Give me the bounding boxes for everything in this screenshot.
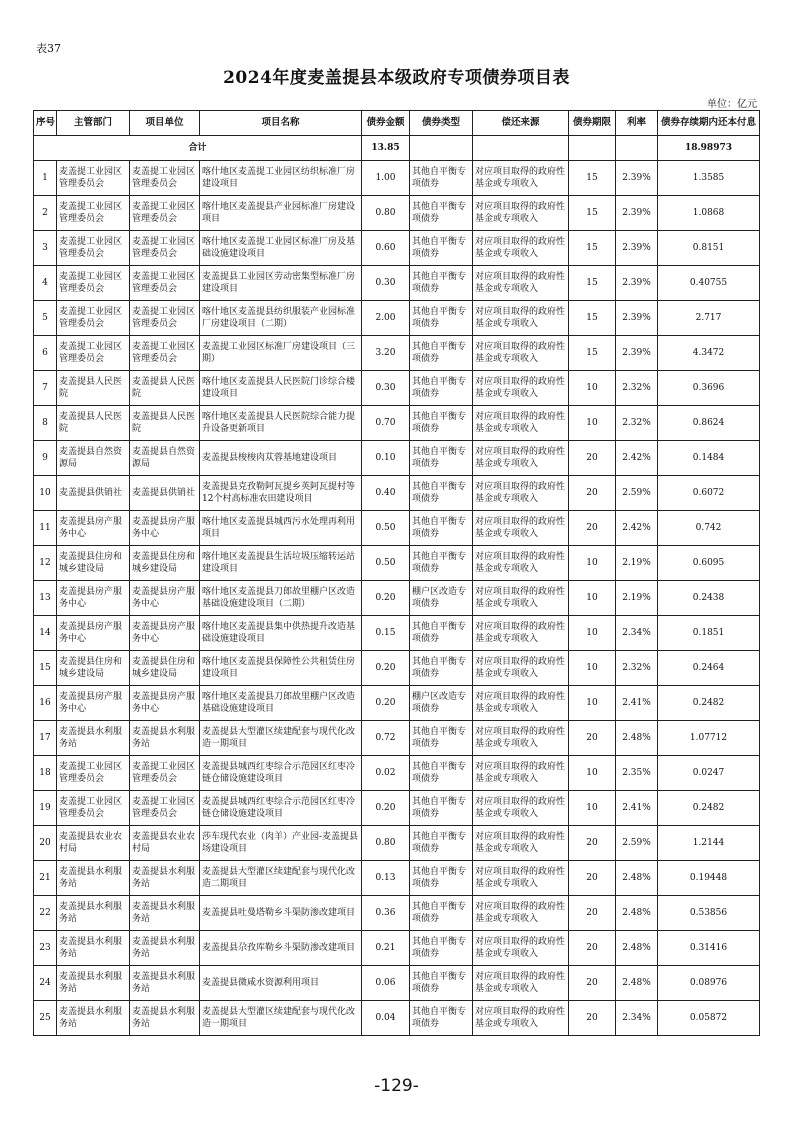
row-source: 对应项目取得的政府性基金或专项收入 bbox=[473, 826, 569, 861]
row-term: 20 bbox=[569, 826, 616, 861]
row-source: 对应项目取得的政府性基金或专项收入 bbox=[473, 441, 569, 476]
table-row bbox=[34, 336, 760, 371]
row-dept: 麦盖提县水利服务站 bbox=[57, 1001, 130, 1036]
row-no: 25 bbox=[34, 1001, 57, 1036]
row-type: 其他自平衡专项债券 bbox=[410, 511, 473, 546]
row-rate: 2.59% bbox=[616, 826, 658, 861]
row-amount: 0.06 bbox=[362, 966, 410, 1001]
row-unit: 麦盖提县自然资源局 bbox=[130, 441, 200, 476]
row-source: 对应项目取得的政府性基金或专项收入 bbox=[473, 161, 569, 196]
row-unit: 麦盖提县房产服务中心 bbox=[130, 686, 200, 721]
row-no: 2 bbox=[34, 196, 57, 231]
table-row bbox=[34, 861, 760, 896]
row-name: 喀什地区麦盖提工业园区纺织标准厂房建设项目 bbox=[200, 161, 362, 196]
header-name: 项目名称 bbox=[200, 111, 362, 136]
row-total: 0.53856 bbox=[658, 896, 760, 931]
row-name: 喀什地区麦盖提县纺织服装产业园标准厂房建设项目（二期） bbox=[200, 301, 362, 336]
row-term: 10 bbox=[569, 581, 616, 616]
total-amount: 13.85 bbox=[362, 136, 410, 161]
row-total: 0.6072 bbox=[658, 476, 760, 511]
row-unit: 麦盖提工业园区管理委员会 bbox=[130, 266, 200, 301]
row-type: 其他自平衡专项债券 bbox=[410, 861, 473, 896]
row-type: 其他自平衡专项债券 bbox=[410, 826, 473, 861]
table-number: 表37 bbox=[36, 42, 61, 55]
row-dept: 麦盖提工业园区管理委员会 bbox=[57, 756, 130, 791]
row-total: 0.6095 bbox=[658, 546, 760, 581]
row-source: 对应项目取得的政府性基金或专项收入 bbox=[473, 966, 569, 1001]
row-source: 对应项目取得的政府性基金或专项收入 bbox=[473, 721, 569, 756]
row-unit: 麦盖提工业园区管理委员会 bbox=[130, 196, 200, 231]
row-dept: 麦盖提工业园区管理委员会 bbox=[57, 196, 130, 231]
row-dept: 麦盖提县房产服务中心 bbox=[57, 511, 130, 546]
row-name: 麦盖提县吐曼塔勒乡斗渠防渗改建项目 bbox=[200, 896, 362, 931]
row-term: 10 bbox=[569, 406, 616, 441]
row-unit: 麦盖提工业园区管理委员会 bbox=[130, 161, 200, 196]
row-rate: 2.19% bbox=[616, 581, 658, 616]
row-total: 0.31416 bbox=[658, 931, 760, 966]
row-amount: 0.15 bbox=[362, 616, 410, 651]
table-header-row bbox=[34, 111, 760, 136]
row-type: 其他自平衡专项债券 bbox=[410, 441, 473, 476]
row-rate: 2.41% bbox=[616, 791, 658, 826]
row-total: 0.2482 bbox=[658, 791, 760, 826]
row-amount: 0.72 bbox=[362, 721, 410, 756]
row-name: 喀什地区麦盖提县生活垃圾压缩转运站建设项目 bbox=[200, 546, 362, 581]
row-total: 0.742 bbox=[658, 511, 760, 546]
row-amount: 0.30 bbox=[362, 266, 410, 301]
row-term: 20 bbox=[569, 721, 616, 756]
row-no: 5 bbox=[34, 301, 57, 336]
row-total: 1.0868 bbox=[658, 196, 760, 231]
row-no: 21 bbox=[34, 861, 57, 896]
total-empty-term bbox=[569, 136, 616, 161]
row-rate: 2.39% bbox=[616, 266, 658, 301]
row-amount: 0.02 bbox=[362, 756, 410, 791]
row-total: 0.2482 bbox=[658, 686, 760, 721]
row-amount: 0.13 bbox=[362, 861, 410, 896]
table-row bbox=[34, 966, 760, 1001]
row-dept: 麦盖提县水利服务站 bbox=[57, 861, 130, 896]
row-term: 20 bbox=[569, 511, 616, 546]
row-rate: 2.48% bbox=[616, 931, 658, 966]
row-name: 麦盖提县微咸水资源利用项目 bbox=[200, 966, 362, 1001]
row-name: 麦盖提工业园区标准厂房建设项目（三期） bbox=[200, 336, 362, 371]
row-term: 10 bbox=[569, 651, 616, 686]
row-dept: 麦盖提县人民医院 bbox=[57, 406, 130, 441]
row-total: 0.1484 bbox=[658, 441, 760, 476]
row-no: 14 bbox=[34, 616, 57, 651]
row-name: 喀什地区麦盖提县人民医院门诊综合楼建设项目 bbox=[200, 371, 362, 406]
table-row bbox=[34, 1001, 760, 1036]
page-number: -129- bbox=[374, 1076, 419, 1096]
table-row bbox=[34, 301, 760, 336]
row-amount: 0.50 bbox=[362, 546, 410, 581]
row-dept: 麦盖提县供销社 bbox=[57, 476, 130, 511]
row-amount: 0.36 bbox=[362, 896, 410, 931]
row-term: 20 bbox=[569, 966, 616, 1001]
row-no: 23 bbox=[34, 931, 57, 966]
row-source: 对应项目取得的政府性基金或专项收入 bbox=[473, 581, 569, 616]
row-unit: 麦盖提县住房和城乡建设局 bbox=[130, 651, 200, 686]
row-rate: 2.39% bbox=[616, 336, 658, 371]
row-term: 10 bbox=[569, 791, 616, 826]
table-row bbox=[34, 266, 760, 301]
row-source: 对应项目取得的政府性基金或专项收入 bbox=[473, 231, 569, 266]
row-source: 对应项目取得的政府性基金或专项收入 bbox=[473, 336, 569, 371]
row-dept: 麦盖提工业园区管理委员会 bbox=[57, 336, 130, 371]
table-row bbox=[34, 231, 760, 266]
row-dept: 麦盖提工业园区管理委员会 bbox=[57, 266, 130, 301]
row-rate: 2.39% bbox=[616, 196, 658, 231]
row-no: 20 bbox=[34, 826, 57, 861]
row-unit: 麦盖提工业园区管理委员会 bbox=[130, 756, 200, 791]
row-no: 24 bbox=[34, 966, 57, 1001]
row-term: 15 bbox=[569, 301, 616, 336]
row-term: 10 bbox=[569, 546, 616, 581]
row-term: 10 bbox=[569, 371, 616, 406]
row-dept: 麦盖提县水利服务站 bbox=[57, 966, 130, 1001]
row-dept: 麦盖提县住房和城乡建设局 bbox=[57, 651, 130, 686]
total-row bbox=[34, 136, 760, 161]
row-source: 对应项目取得的政府性基金或专项收入 bbox=[473, 476, 569, 511]
table-row bbox=[34, 826, 760, 861]
row-unit: 麦盖提工业园区管理委员会 bbox=[130, 791, 200, 826]
row-dept: 麦盖提工业园区管理委员会 bbox=[57, 301, 130, 336]
row-total: 1.07712 bbox=[658, 721, 760, 756]
table-row bbox=[34, 616, 760, 651]
row-type: 其他自平衡专项债券 bbox=[410, 301, 473, 336]
row-source: 对应项目取得的政府性基金或专项收入 bbox=[473, 266, 569, 301]
row-type: 其他自平衡专项债券 bbox=[410, 756, 473, 791]
row-term: 15 bbox=[569, 161, 616, 196]
row-rate: 2.32% bbox=[616, 371, 658, 406]
row-total: 0.05872 bbox=[658, 1001, 760, 1036]
row-rate: 2.39% bbox=[616, 231, 658, 266]
row-name: 喀什地区麦盖提县集中供热提升改造基础设施建设项目 bbox=[200, 616, 362, 651]
row-term: 10 bbox=[569, 756, 616, 791]
row-term: 15 bbox=[569, 266, 616, 301]
row-rate: 2.48% bbox=[616, 721, 658, 756]
row-no: 11 bbox=[34, 511, 57, 546]
row-name: 麦盖提县大型灌区续建配套与现代化改造一期项目 bbox=[200, 721, 362, 756]
row-total: 0.0247 bbox=[658, 756, 760, 791]
row-dept: 麦盖提县水利服务站 bbox=[57, 931, 130, 966]
row-term: 20 bbox=[569, 931, 616, 966]
row-name: 喀什地区麦盖提工业园区标准厂房及基础设施建设项目 bbox=[200, 231, 362, 266]
row-source: 对应项目取得的政府性基金或专项收入 bbox=[473, 756, 569, 791]
total-interest: 18.98973 bbox=[658, 136, 760, 161]
row-total: 0.2464 bbox=[658, 651, 760, 686]
row-rate: 2.19% bbox=[616, 546, 658, 581]
header-amount: 债券金额 bbox=[362, 111, 410, 136]
table-row bbox=[34, 686, 760, 721]
row-dept: 麦盖提县农业农村局 bbox=[57, 826, 130, 861]
row-type: 其他自平衡专项债券 bbox=[410, 966, 473, 1001]
row-source: 对应项目取得的政府性基金或专项收入 bbox=[473, 406, 569, 441]
row-total: 0.1851 bbox=[658, 616, 760, 651]
row-dept: 麦盖提县水利服务站 bbox=[57, 721, 130, 756]
row-total: 1.2144 bbox=[658, 826, 760, 861]
table-row bbox=[34, 896, 760, 931]
row-dept: 麦盖提县自然资源局 bbox=[57, 441, 130, 476]
header-source: 偿还来源 bbox=[473, 111, 569, 136]
row-no: 8 bbox=[34, 406, 57, 441]
row-name: 喀什地区麦盖提县刀郎故里棚户区改造基础设施建设项目 bbox=[200, 686, 362, 721]
row-amount: 1.00 bbox=[362, 161, 410, 196]
row-amount: 0.50 bbox=[362, 511, 410, 546]
row-type: 其他自平衡专项债券 bbox=[410, 1001, 473, 1036]
row-total: 0.2438 bbox=[658, 581, 760, 616]
row-term: 20 bbox=[569, 441, 616, 476]
row-unit: 麦盖提工业园区管理委员会 bbox=[130, 301, 200, 336]
row-name: 麦盖提县城西红枣综合示范园区红枣冷链仓储设施建设项目 bbox=[200, 791, 362, 826]
row-rate: 2.48% bbox=[616, 896, 658, 931]
row-name: 麦盖提县克孜勒阿瓦提乡英阿瓦提村等12个村高标准农田建设项目 bbox=[200, 476, 362, 511]
row-no: 4 bbox=[34, 266, 57, 301]
row-no: 17 bbox=[34, 721, 57, 756]
row-unit: 麦盖提县农业农村局 bbox=[130, 826, 200, 861]
row-amount: 0.20 bbox=[362, 791, 410, 826]
row-source: 对应项目取得的政府性基金或专项收入 bbox=[473, 511, 569, 546]
row-amount: 3.20 bbox=[362, 336, 410, 371]
row-rate: 2.59% bbox=[616, 476, 658, 511]
row-total: 0.8624 bbox=[658, 406, 760, 441]
row-rate: 2.42% bbox=[616, 441, 658, 476]
row-no: 6 bbox=[34, 336, 57, 371]
row-amount: 0.80 bbox=[362, 826, 410, 861]
row-dept: 麦盖提县人民医院 bbox=[57, 371, 130, 406]
total-empty-rate bbox=[616, 136, 658, 161]
row-name: 麦盖提县大型灌区续建配套与现代化改造一期项目 bbox=[200, 1001, 362, 1036]
row-amount: 0.30 bbox=[362, 371, 410, 406]
row-no: 22 bbox=[34, 896, 57, 931]
row-source: 对应项目取得的政府性基金或专项收入 bbox=[473, 791, 569, 826]
total-empty-type bbox=[410, 136, 473, 161]
row-name: 喀什地区麦盖提县刀郎故里棚户区改造基础设施建设项目（二期） bbox=[200, 581, 362, 616]
row-type: 其他自平衡专项债券 bbox=[410, 616, 473, 651]
row-dept: 麦盖提县水利服务站 bbox=[57, 896, 130, 931]
row-source: 对应项目取得的政府性基金或专项收入 bbox=[473, 1001, 569, 1036]
table-row bbox=[34, 371, 760, 406]
row-total: 1.3585 bbox=[658, 161, 760, 196]
table-row bbox=[34, 791, 760, 826]
row-amount: 0.20 bbox=[362, 686, 410, 721]
row-name: 喀什地区麦盖提县城西污水处理再利用项目 bbox=[200, 511, 362, 546]
row-unit: 麦盖提县房产服务中心 bbox=[130, 511, 200, 546]
row-no: 3 bbox=[34, 231, 57, 266]
total-empty-source bbox=[473, 136, 569, 161]
row-type: 其他自平衡专项债券 bbox=[410, 896, 473, 931]
row-dept: 麦盖提工业园区管理委员会 bbox=[57, 231, 130, 266]
table-row bbox=[34, 441, 760, 476]
row-total: 0.40755 bbox=[658, 266, 760, 301]
row-amount: 0.80 bbox=[362, 196, 410, 231]
row-rate: 2.34% bbox=[616, 1001, 658, 1036]
row-no: 7 bbox=[34, 371, 57, 406]
row-dept: 麦盖提工业园区管理委员会 bbox=[57, 161, 130, 196]
row-source: 对应项目取得的政府性基金或专项收入 bbox=[473, 371, 569, 406]
row-type: 棚户区改造专项债券 bbox=[410, 581, 473, 616]
row-type: 其他自平衡专项债券 bbox=[410, 371, 473, 406]
header-rate: 利率 bbox=[616, 111, 658, 136]
row-source: 对应项目取得的政府性基金或专项收入 bbox=[473, 861, 569, 896]
row-amount: 0.04 bbox=[362, 1001, 410, 1036]
row-no: 12 bbox=[34, 546, 57, 581]
bond-projects-table bbox=[33, 110, 760, 1036]
row-no: 18 bbox=[34, 756, 57, 791]
row-source: 对应项目取得的政府性基金或专项收入 bbox=[473, 896, 569, 931]
row-term: 20 bbox=[569, 896, 616, 931]
row-dept: 麦盖提工业园区管理委员会 bbox=[57, 791, 130, 826]
row-type: 其他自平衡专项债券 bbox=[410, 931, 473, 966]
row-rate: 2.39% bbox=[616, 161, 658, 196]
header-term: 债券期限 bbox=[569, 111, 616, 136]
row-amount: 0.70 bbox=[362, 406, 410, 441]
row-unit: 麦盖提县住房和城乡建设局 bbox=[130, 546, 200, 581]
row-rate: 2.32% bbox=[616, 406, 658, 441]
row-dept: 麦盖提县住房和城乡建设局 bbox=[57, 546, 130, 581]
row-source: 对应项目取得的政府性基金或专项收入 bbox=[473, 196, 569, 231]
row-name: 喀什地区麦盖提县人民医院综合能力提升设备更新项目 bbox=[200, 406, 362, 441]
row-total: 2.717 bbox=[658, 301, 760, 336]
row-unit: 麦盖提县水利服务站 bbox=[130, 896, 200, 931]
row-term: 20 bbox=[569, 476, 616, 511]
table-row bbox=[34, 511, 760, 546]
header-no: 序号 bbox=[34, 111, 57, 136]
header-dept: 主管部门 bbox=[57, 111, 130, 136]
header-type: 债券类型 bbox=[410, 111, 473, 136]
row-term: 10 bbox=[569, 616, 616, 651]
row-unit: 麦盖提县水利服务站 bbox=[130, 931, 200, 966]
row-type: 其他自平衡专项债券 bbox=[410, 476, 473, 511]
table-row bbox=[34, 546, 760, 581]
row-name: 麦盖提县大型灌区续建配套与现代化改造二期项目 bbox=[200, 861, 362, 896]
row-amount: 0.21 bbox=[362, 931, 410, 966]
row-no: 19 bbox=[34, 791, 57, 826]
row-total: 0.8151 bbox=[658, 231, 760, 266]
table-row bbox=[34, 756, 760, 791]
row-unit: 麦盖提县水利服务站 bbox=[130, 861, 200, 896]
row-type: 其他自平衡专项债券 bbox=[410, 791, 473, 826]
table-row bbox=[34, 581, 760, 616]
row-dept: 麦盖提县房产服务中心 bbox=[57, 581, 130, 616]
row-name: 喀什地区麦盖提县产业园标准厂房建设项目 bbox=[200, 196, 362, 231]
row-no: 10 bbox=[34, 476, 57, 511]
row-name: 麦盖提县尕孜库勒乡斗渠防渗改建项目 bbox=[200, 931, 362, 966]
row-type: 其他自平衡专项债券 bbox=[410, 266, 473, 301]
row-term: 15 bbox=[569, 196, 616, 231]
row-name: 莎车现代农业（肉羊）产业园-麦盖提县场建设项目 bbox=[200, 826, 362, 861]
row-unit: 麦盖提县房产服务中心 bbox=[130, 581, 200, 616]
row-no: 16 bbox=[34, 686, 57, 721]
row-term: 15 bbox=[569, 336, 616, 371]
row-type: 其他自平衡专项债券 bbox=[410, 546, 473, 581]
row-type: 棚户区改造专项债券 bbox=[410, 686, 473, 721]
row-type: 其他自平衡专项债券 bbox=[410, 406, 473, 441]
row-total: 0.08976 bbox=[658, 966, 760, 1001]
row-amount: 2.00 bbox=[362, 301, 410, 336]
page-title: 2024年度麦盖提县本级政府专项债券项目表 bbox=[223, 68, 570, 88]
table-row bbox=[34, 476, 760, 511]
row-name: 麦盖提县工业园区劳动密集型标准厂房建设项目 bbox=[200, 266, 362, 301]
row-source: 对应项目取得的政府性基金或专项收入 bbox=[473, 651, 569, 686]
row-no: 9 bbox=[34, 441, 57, 476]
row-dept: 麦盖提县房产服务中心 bbox=[57, 616, 130, 651]
row-dept: 麦盖提县房产服务中心 bbox=[57, 686, 130, 721]
table-row bbox=[34, 721, 760, 756]
row-source: 对应项目取得的政府性基金或专项收入 bbox=[473, 546, 569, 581]
row-unit: 麦盖提县供销社 bbox=[130, 476, 200, 511]
row-source: 对应项目取得的政府性基金或专项收入 bbox=[473, 301, 569, 336]
row-amount: 0.20 bbox=[362, 651, 410, 686]
row-unit: 麦盖提县人民医院 bbox=[130, 406, 200, 441]
table-row bbox=[34, 161, 760, 196]
row-name: 麦盖提县城西红枣综合示范园区红枣冷链仓储设施建设项目 bbox=[200, 756, 362, 791]
row-type: 其他自平衡专项债券 bbox=[410, 651, 473, 686]
row-rate: 2.32% bbox=[616, 651, 658, 686]
row-type: 其他自平衡专项债券 bbox=[410, 336, 473, 371]
row-type: 其他自平衡专项债券 bbox=[410, 721, 473, 756]
table-row bbox=[34, 196, 760, 231]
row-term: 20 bbox=[569, 861, 616, 896]
row-total: 0.19448 bbox=[658, 861, 760, 896]
row-source: 对应项目取得的政府性基金或专项收入 bbox=[473, 616, 569, 651]
total-label: 合计 bbox=[34, 136, 362, 161]
row-no: 15 bbox=[34, 651, 57, 686]
row-rate: 2.48% bbox=[616, 861, 658, 896]
row-total: 4.3472 bbox=[658, 336, 760, 371]
row-term: 10 bbox=[569, 686, 616, 721]
row-type: 其他自平衡专项债券 bbox=[410, 196, 473, 231]
table-row bbox=[34, 931, 760, 966]
row-name: 麦盖提县梭梭肉苁蓉基地建设项目 bbox=[200, 441, 362, 476]
row-unit: 麦盖提县水利服务站 bbox=[130, 721, 200, 756]
row-rate: 2.42% bbox=[616, 511, 658, 546]
row-amount: 0.10 bbox=[362, 441, 410, 476]
row-no: 13 bbox=[34, 581, 57, 616]
row-unit: 麦盖提县人民医院 bbox=[130, 371, 200, 406]
row-rate: 2.41% bbox=[616, 686, 658, 721]
row-type: 其他自平衡专项债券 bbox=[410, 161, 473, 196]
header-total: 债券存续期内还本付息 bbox=[658, 111, 760, 136]
row-unit: 麦盖提县房产服务中心 bbox=[130, 616, 200, 651]
row-no: 1 bbox=[34, 161, 57, 196]
row-source: 对应项目取得的政府性基金或专项收入 bbox=[473, 931, 569, 966]
row-total: 0.3696 bbox=[658, 371, 760, 406]
row-term: 15 bbox=[569, 231, 616, 266]
row-amount: 0.60 bbox=[362, 231, 410, 266]
row-unit: 麦盖提县水利服务站 bbox=[130, 1001, 200, 1036]
header-unit: 项目单位 bbox=[130, 111, 200, 136]
row-rate: 2.48% bbox=[616, 966, 658, 1001]
row-unit: 麦盖提工业园区管理委员会 bbox=[130, 231, 200, 266]
row-rate: 2.39% bbox=[616, 301, 658, 336]
row-type: 其他自平衡专项债券 bbox=[410, 231, 473, 266]
row-unit: 麦盖提工业园区管理委员会 bbox=[130, 336, 200, 371]
row-source: 对应项目取得的政府性基金或专项收入 bbox=[473, 686, 569, 721]
unit-label: 单位：亿元 bbox=[707, 99, 757, 110]
table-row bbox=[34, 406, 760, 441]
row-name: 喀什地区麦盖提县保障性公共租赁住房建设项目 bbox=[200, 651, 362, 686]
table-row bbox=[34, 651, 760, 686]
row-term: 20 bbox=[569, 1001, 616, 1036]
row-rate: 2.34% bbox=[616, 616, 658, 651]
row-amount: 0.20 bbox=[362, 581, 410, 616]
row-rate: 2.35% bbox=[616, 756, 658, 791]
row-amount: 0.40 bbox=[362, 476, 410, 511]
row-unit: 麦盖提县水利服务站 bbox=[130, 966, 200, 1001]
